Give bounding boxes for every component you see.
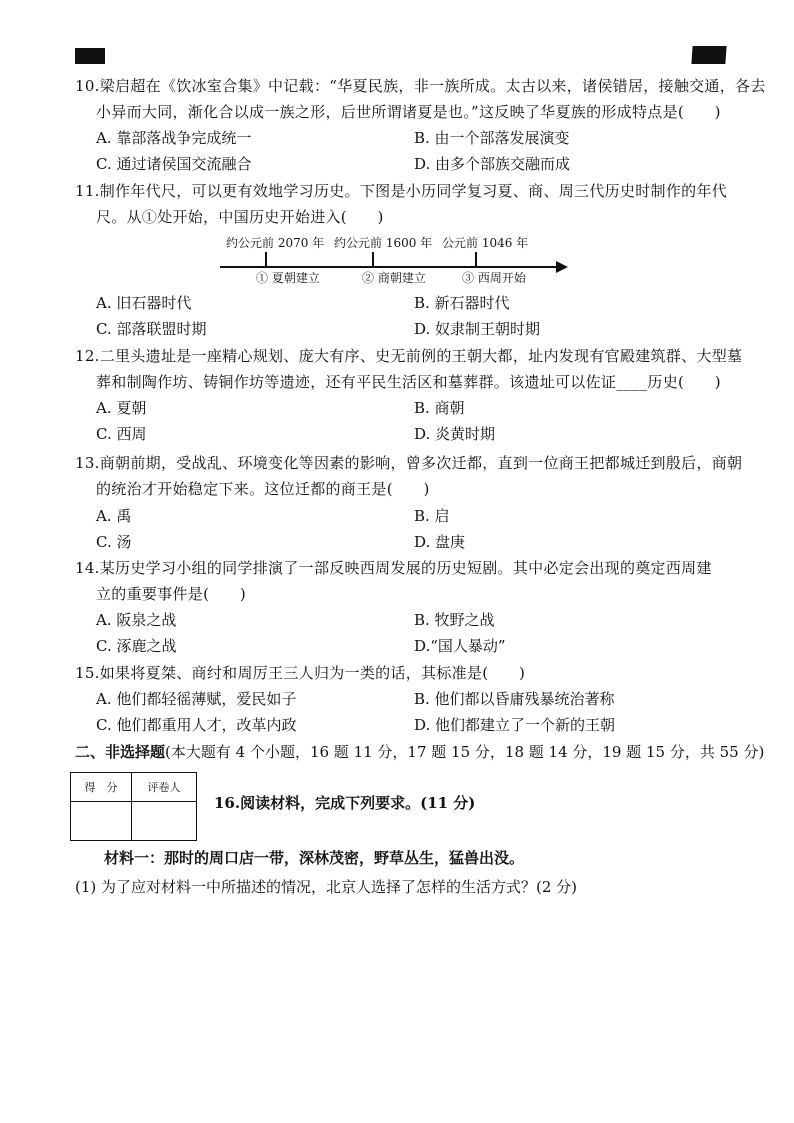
question-12-option-c[interactable]: C. 西周	[96, 425, 147, 443]
question-13-stem-line1: 13.商朝前期，受战乱、环境变化等因素的影响，曾多次迁都，直到一位商王把都城迁到殷后，商朝	[75, 454, 743, 472]
question-13-option-d[interactable]: D. 盘庚	[414, 533, 466, 551]
question-13-options-row2	[96, 529, 726, 555]
question-14-option-d[interactable]: D.“国人暴动”	[414, 637, 506, 655]
timeline-date-3: 公元前 1046 年	[442, 236, 529, 250]
question-15-options-row1	[96, 686, 726, 712]
timeline-tick-3	[475, 252, 477, 266]
question-10-options-row2	[96, 151, 726, 177]
question-14-stem-line2: 立的重要事件是( )	[96, 585, 247, 603]
question-14-option-c[interactable]: C. 涿鹿之战	[96, 637, 177, 655]
question-10-options-row1	[96, 125, 726, 151]
question-14-options-row2	[96, 633, 726, 659]
timeline-date-1: 约公元前 2070 年	[226, 236, 325, 250]
score-table	[70, 772, 197, 841]
timeline-date-2: 约公元前 1600 年	[334, 236, 433, 250]
timeline-event-1: ① 夏朝建立	[256, 271, 320, 285]
registration-mark-right	[691, 46, 726, 64]
timeline-chart	[220, 232, 580, 292]
question-14-option-a[interactable]: A. 阪泉之战	[96, 611, 177, 629]
score-table-header-score: 得 分	[71, 773, 132, 802]
question-14-option-b[interactable]: B. 牧野之战	[414, 611, 495, 629]
question-12-options-row1	[96, 395, 726, 421]
question-13-stem-line2: 的统治才开始稳定下来。这位迁都的商王是( )	[96, 480, 430, 498]
question-12-option-a[interactable]: A. 夏朝	[96, 399, 147, 417]
question-13-option-a[interactable]: A. 禹	[96, 507, 132, 525]
question-11-option-c[interactable]: C. 部落联盟时期	[96, 320, 207, 338]
question-12-option-b[interactable]: B. 商朝	[414, 399, 465, 417]
score-table-header-grader: 评卷人	[132, 773, 197, 802]
question-11-options-row1	[96, 290, 726, 316]
section-2-heading	[75, 739, 764, 765]
question-16-material-1: 材料一：那时的周口店一带，深林茂密，野草丛生，猛兽出没。	[104, 849, 525, 867]
question-13-option-c[interactable]: C. 汤	[96, 533, 132, 551]
question-11-options-row2	[96, 316, 726, 342]
question-16-sub-1: (1) 为了应对材料一中所描述的情况，北京人选择了怎样的生活方式？(2 分)	[75, 878, 578, 896]
question-13-options-row1	[96, 503, 726, 529]
question-11-option-b[interactable]: B. 新石器时代	[414, 294, 510, 312]
timeline-axis	[220, 266, 560, 268]
question-11-option-a[interactable]: A. 旧石器时代	[96, 294, 192, 312]
question-15-option-a[interactable]: A. 他们都轻徭薄赋，爱民如子	[96, 690, 297, 708]
question-11-option-d[interactable]: D. 奴隶制王朝时期	[414, 320, 541, 338]
question-15-option-d[interactable]: D. 他们都建立了一个新的王朝	[414, 716, 616, 734]
question-10-option-c[interactable]: C. 通过诸侯国交流融合	[96, 155, 252, 173]
timeline-tick-1	[265, 252, 267, 266]
question-10	[75, 73, 766, 125]
question-12-option-d[interactable]: D. 炎黄时期	[414, 425, 496, 443]
question-10-stem-line1: 10.梁启超在《饮冰室合集》中记载：“华夏民族，非一族所成。太古以来，诸侯错居，接触交通，各去	[75, 77, 766, 95]
score-cell[interactable]	[71, 802, 132, 841]
question-10-option-b[interactable]: B. 由一个部落发展演变	[414, 129, 570, 147]
timeline-tick-2	[372, 252, 374, 266]
question-14-stem-line1: 14.某历史学习小组的同学排演了一部反映西周发展的历史短剧。其中必定会出现的奠定西周建	[75, 559, 712, 577]
question-13-option-b[interactable]: B. 启	[414, 507, 450, 525]
timeline-event-3: ③ 西周开始	[462, 271, 526, 285]
question-12-stem-line1: 12.二里头遗址是一座精心规划、庞大有序、史无前例的王朝大都，址内发现有官殿建筑群、大型墓	[75, 347, 743, 365]
question-12-options-row2	[96, 421, 726, 447]
question-15-option-b[interactable]: B. 他们都以昏庸残暴统治著称	[414, 690, 615, 708]
question-10-option-d[interactable]: D. 由多个部族交融而成	[414, 155, 571, 173]
question-14-options-row1	[96, 607, 726, 633]
question-10-option-a[interactable]: A. 靠部落战争完成统一	[96, 129, 252, 147]
question-13	[75, 450, 743, 502]
question-16-title: 16.阅读材料，完成下列要求。(11 分)	[214, 794, 476, 812]
question-15-option-c[interactable]: C. 他们都重用人才，改革内政	[96, 716, 297, 734]
question-12-stem-line2: 葬和制陶作坊、铸铜作坊等遗迹，还有平民生活区和墓葬群。该遗址可以佐证____历史( )	[96, 373, 721, 391]
grader-cell[interactable]	[132, 802, 197, 841]
question-11-stem-line2: 尺。从①处开始，中国历史开始进入( )	[96, 208, 384, 226]
question-12	[75, 343, 743, 395]
question-15-stem-line1: 15.如果将夏桀、商纣和周厉王三人归为一类的话，其标准是( )	[75, 664, 526, 682]
question-10-stem-line2: 小异而大同，渐化合以成一族之形，后世所谓诸夏是也。”这反映了华夏族的形成特点是( )	[96, 103, 721, 121]
registration-mark-left	[75, 48, 105, 64]
question-15-options-row2	[96, 712, 726, 738]
question-14	[75, 555, 725, 607]
timeline-arrow-icon	[556, 261, 568, 273]
question-15	[75, 660, 725, 686]
question-11	[75, 178, 728, 230]
section-2-description: (本大题有 4 个小题，16 题 11 分，17 题 15 分，18 题 14 分，19 题 15 分，共 55 分)	[165, 743, 765, 761]
timeline-event-2: ② 商朝建立	[362, 271, 426, 285]
question-11-stem-line1: 11.制作年代尺，可以更有效地学习历史。下图是小历同学复习夏、商、周三代历史时制作的年代	[75, 182, 728, 200]
section-2-title: 二、非选择题	[75, 743, 166, 761]
